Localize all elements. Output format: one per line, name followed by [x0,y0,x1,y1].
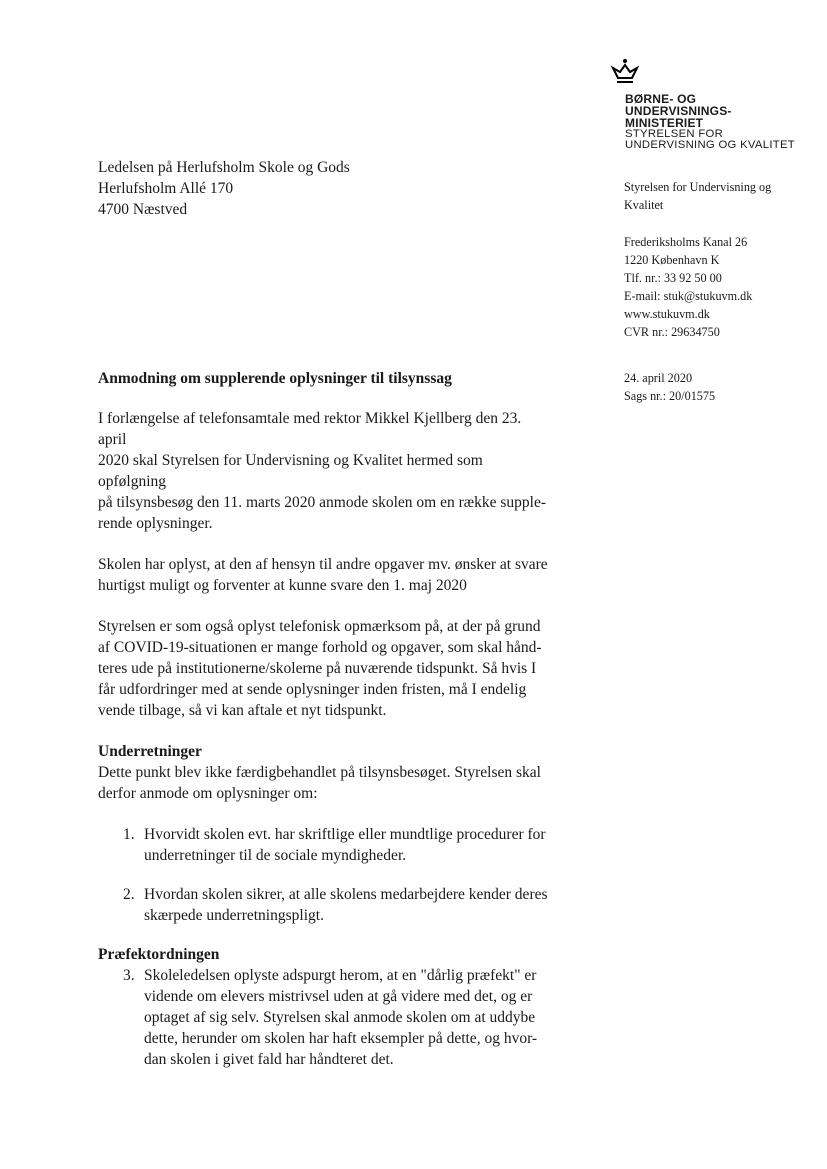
ministry-logo-text [625,93,795,151]
sender-organization: Styrelsen for Undervisning og Kvalitet [624,180,772,212]
crown-logo-icon [610,58,640,84]
logo-line-3: MINISTERIET [625,116,704,130]
sender-address-street: Frederiksholms Kanal 26 [624,235,748,249]
section-heading-underretninger: Underretninger [98,743,202,760]
logo-line-1: BØRNE- OG [625,92,697,106]
letter-subject: Anmodning om supplerende oplysninger til tilsynssag [98,370,452,387]
paragraph-3: Styrelsen er som også oplyst telefonisk opmærksom på, at der på grund af COVID-19-situationen er mange forhold og opgaver, som skal hånd- teres ude på institutionerne/skolerne på nuværende tidspunkt. Så hvis I får udfordringer med at sende oplysninger inden fristen, må I endelig vende tilbage, så vi kan aftale et nyt tidspunkt. [98,618,542,719]
list-item: 3. Skoleledelsen oplyste adspurgt herom, at en "dårlig præfekt" er vidende om elevers mistrivsel uden at gå videre med det, og er optaget af sig selv. Styrelsen skal anmode skolen om at uddybe dette, herunder om skolen har haft eksempler på dette, og hvor- dan skolen i givet fald har håndteret det. [123,967,538,1068]
logo-line-5: UNDERVISNING OG KVALITET [625,139,795,151]
recipient-street: Herlufsholm Allé 170 [98,180,234,197]
section-1-intro: Dette punkt blev ikke færdigbehandlet på tilsynsbesøget. Styrelsen skal derfor anmode om oplysninger om: [98,764,541,802]
sender-contact [624,233,752,341]
paragraph-1: I forlængelse af telefonsamtale med rektor Mikkel Kjellberg den 23. april 2020 skal Styrelsen for Undervisning og Kvalitet hermed som opfølgning på tilsynsbesøg den 11. marts 2020 anmode skolen om en række supple- rende oplysninger. [98,410,546,532]
recipient-name: Ledelsen på Herlufsholm Skole og Gods [98,159,350,176]
letter-date: 24. april 2020 [624,371,693,385]
list-item: 1. Hvorvidt skolen evt. har skriftlige eller mundtlige procedurer for underretninger til de sociale myndigheder. [123,826,546,864]
letter-body [98,368,553,1088]
numbered-list-praefekt [98,965,553,1070]
paragraph-2: Skolen har oplyst, at den af hensyn til andre opgaver mv. ønsker at svare hurtigst muligt og forventer at kunne svare den 1. maj 2020 [98,556,548,594]
sender-phone: Tlf. nr.: 33 92 50 00 [624,271,722,285]
logo-line-2: UNDERVISNINGS- [625,104,732,118]
sender-email[interactable]: E-mail: stuk@stukuvm.dk [624,289,753,303]
sender-cvr: CVR nr.: 29634750 [624,325,720,339]
sender-address-city: 1220 København K [624,253,720,267]
recipient-city: 4700 Næstved [98,201,188,218]
section-heading-praefektordningen: Præfektordningen [98,946,220,963]
letter-meta [624,369,715,405]
recipient-address [98,157,350,220]
list-item: 2. Hvordan skolen sikrer, at alle skolens medarbejdere kender deres skærpede underretningspligt. [123,886,548,924]
logo-line-4: STYRELSEN FOR [625,128,724,140]
case-number: Sags nr.: 20/01575 [624,389,716,403]
sender-website[interactable]: www.stukuvm.dk [624,307,710,321]
numbered-list-underretninger [98,824,553,926]
